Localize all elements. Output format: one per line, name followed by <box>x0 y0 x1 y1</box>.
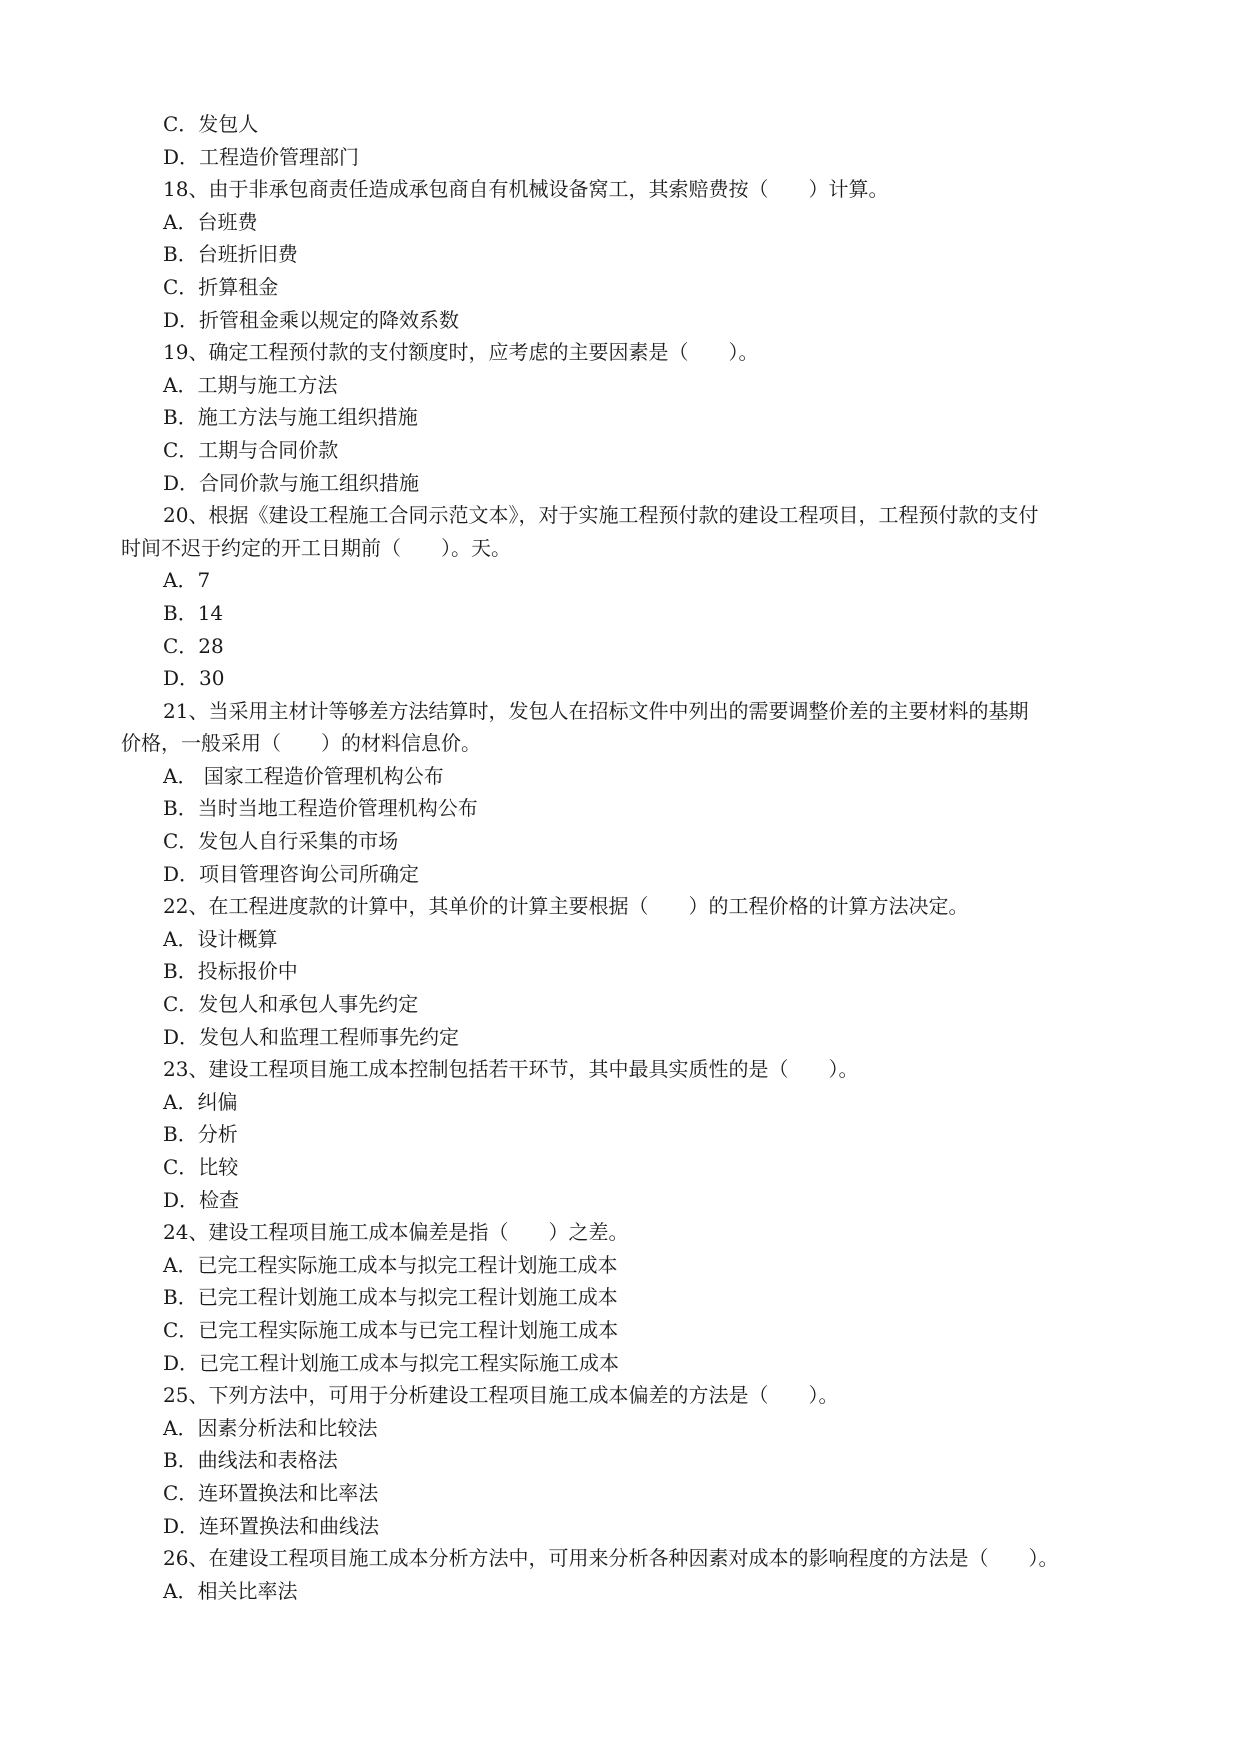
question-stem-continuation: 时间不迟于约定的开工日期前（ ）。天。 <box>121 535 511 560</box>
question-stem: 26、在建设工程项目施工成本分析方法中，可用来分析各种因素对成本的影响程度的方法是（ ）。 <box>163 1546 1059 1571</box>
answer-option: A．因素分析法和比较法 <box>163 1415 378 1440</box>
answer-option: C．比较 <box>163 1155 239 1179</box>
answer-option: A．7 <box>163 568 211 593</box>
answer-option: B．14 <box>163 600 224 625</box>
answer-option: D．合同价款与施工组织措施 <box>163 470 420 495</box>
question-stem-continuation: 价格，一般采用（ ）的材料信息价。 <box>121 731 481 756</box>
answer-option: C．连环置换法和比率法 <box>163 1480 379 1505</box>
answer-option: B．曲线法和表格法 <box>163 1448 338 1473</box>
answer-option: B．投标报价中 <box>163 959 298 984</box>
answer-option: B．分析 <box>163 1122 238 1147</box>
answer-option: B．施工方法与施工组织措施 <box>163 405 418 430</box>
question-stem: 19、确定工程预付款的支付额度时，应考虑的主要因素是（ ）。 <box>163 340 759 365</box>
answer-option: A．纠偏 <box>163 1089 238 1114</box>
answer-option: D．折管租金乘以规定的降效系数 <box>163 307 460 332</box>
answer-option: B．已完工程计划施工成本与拟完工程计划施工成本 <box>163 1285 618 1310</box>
answer-option: D．检查 <box>163 1187 240 1212</box>
answer-option: C．28 <box>163 633 224 658</box>
answer-option: D．连环置换法和曲线法 <box>163 1513 380 1538</box>
answer-option: C．发包人和承包人事先约定 <box>163 992 419 1017</box>
question-stem: 25、下列方法中，可用于分析建设工程项目施工成本偏差的方法是（ ）。 <box>163 1383 839 1408</box>
answer-option: C．折算租金 <box>163 274 279 299</box>
question-stem: 23、建设工程项目施工成本控制包括若干环节，其中最具实质性的是（ ）。 <box>163 1057 859 1082</box>
answer-option: A．工期与施工方法 <box>163 372 338 397</box>
answer-option: C．发包人自行采集的市场 <box>163 829 399 854</box>
answer-option: A．相关比率法 <box>163 1578 298 1603</box>
question-stem: 20、根据《建设工程施工合同示范文本》，对于实施工程预付款的建设工程项目，工程预付款的支付 <box>163 503 1039 528</box>
answer-option: A．已完工程实际施工成本与拟完工程计划施工成本 <box>163 1252 618 1277</box>
answer-option: B．台班折旧费 <box>163 242 298 267</box>
answer-option: D．30 <box>163 666 225 691</box>
question-stem: 18、由于非承包商责任造成承包商自有机械设备窝工，其索赔费按（ ）计算。 <box>163 177 889 202</box>
question-stem: 21、当采用主材计等够差方法结算时，发包人在招标文件中列出的需要调整价差的主要材料的基期 <box>163 698 1029 723</box>
answer-option: A． 国家工程造价管理机构公布 <box>163 763 444 788</box>
answer-option: D．已完工程计划施工成本与拟完工程实际施工成本 <box>163 1350 620 1375</box>
question-stem: 22、在工程进度款的计算中，其单价的计算主要根据（ ）的工程价格的计算方法决定。 <box>163 894 969 919</box>
question-stem: 24、建设工程项目施工成本偏差是指（ ）之差。 <box>163 1220 629 1245</box>
answer-option: A．设计概算 <box>163 926 278 951</box>
answer-option: D．工程造价管理部门 <box>163 144 360 169</box>
answer-option: D．发包人和监理工程师事先约定 <box>163 1024 460 1049</box>
question-list <box>121 108 1121 1607</box>
answer-option: A．台班费 <box>163 209 258 234</box>
answer-option: C．已完工程实际施工成本与已完工程计划施工成本 <box>163 1317 619 1342</box>
answer-option: C．工期与合同价款 <box>163 437 339 462</box>
answer-option: C．发包人 <box>163 112 259 136</box>
answer-option: D．项目管理咨询公司所确定 <box>163 861 420 886</box>
answer-option: B．当时当地工程造价管理机构公布 <box>163 796 478 821</box>
